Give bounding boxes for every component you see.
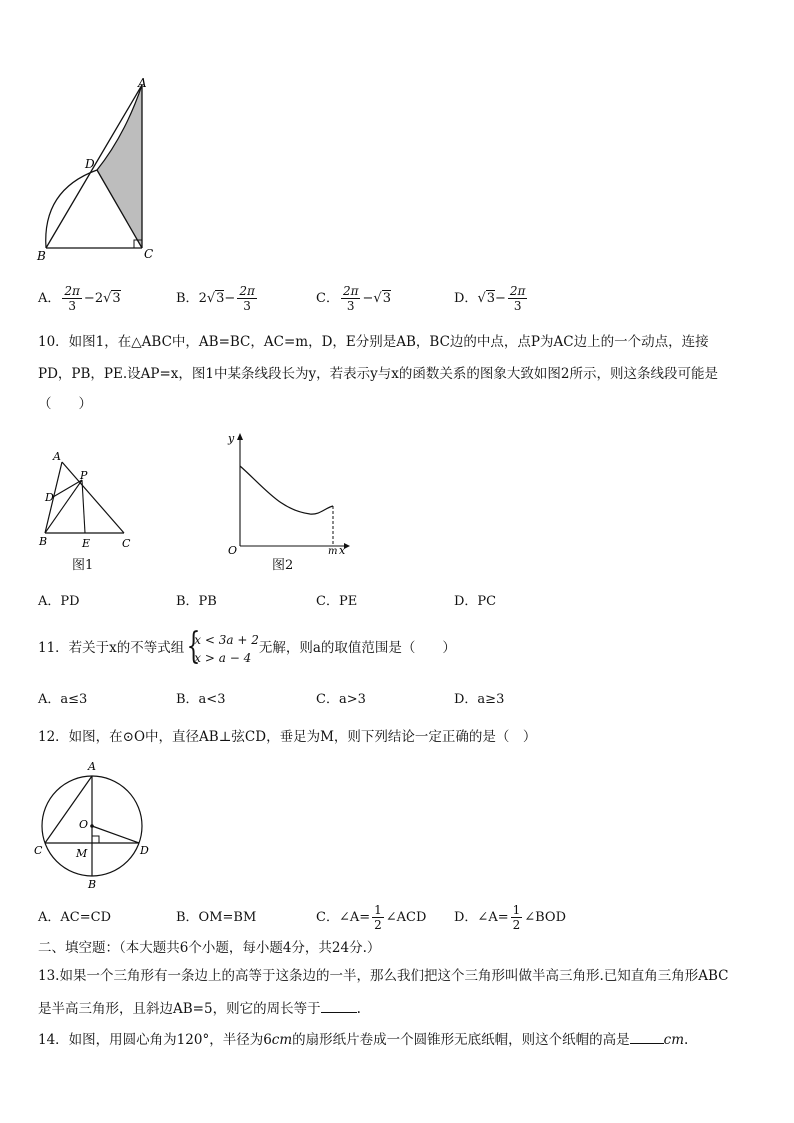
q10-fig1-label-a: A — [53, 450, 61, 463]
q12-label-a: A — [88, 760, 96, 773]
q9-option-d[interactable]: D．√3− $\frac{2\pi}{3}$ — [454, 284, 526, 313]
q10-option-b[interactable]: B．PB — [176, 594, 217, 609]
q10-figure-1 — [36, 446, 146, 556]
q12-text: 12．如图，在⊙O中，直径AB⊥弦CD，垂足为M，则下列结论一定正确的是（ ） — [38, 729, 537, 745]
q12-option-a[interactable]: A．AC=CD — [38, 910, 111, 925]
q11-text: 11．若关于x的不等式组 { x < 3a + 2 x > a − 4 无解，则a的取值范围是（ ） — [38, 628, 456, 668]
q13-text-line2: 是半高三角形，且斜边AB=5，则它的周长等于 . — [38, 998, 361, 1019]
q10-fig1-label-c: C — [122, 537, 131, 550]
q10-option-c[interactable]: C．PE — [316, 594, 358, 609]
q10-fig1-label-e: E — [82, 537, 91, 550]
q12-label-o: O — [79, 818, 89, 831]
q10-figure-2 — [220, 428, 360, 558]
q10-fig1-label-d: D — [45, 491, 54, 504]
section-2-title: 二、填空题：（本大题共6个小题，每小题4分，共24分.） — [38, 940, 381, 956]
q10-fig2-label-o: O — [228, 544, 238, 557]
q12-label-b: B — [88, 878, 97, 891]
q9-option-a[interactable]: A． $\frac{2\pi}{3}$ −2√3 — [38, 284, 121, 313]
q12-option-c[interactable]: C．∠A= $\frac{1}{2}$ ∠ACD — [316, 903, 427, 932]
q12-label-d: D — [140, 844, 149, 857]
q11-option-c[interactable]: C．a>3 — [316, 692, 366, 707]
q11-inequality-system: { x < 3a + 2 x > a − 4 — [184, 631, 259, 667]
q9-shaded-region — [97, 85, 142, 248]
q10-option-a[interactable]: A．PD — [38, 594, 80, 609]
q10-fig2-label-x: x — [339, 544, 346, 557]
q10-fig2-label-m: m — [328, 546, 338, 557]
q9-label-c: C — [144, 247, 154, 261]
q11-option-b[interactable]: B．a<3 — [176, 692, 226, 707]
q14-text: 14．如图，用圆心角为120°，半径为6cm的扇形纸片卷成一个圆锥形无底纸帽，则这个纸帽的高是 cm. — [38, 1029, 688, 1050]
q12-label-c: C — [34, 844, 43, 857]
q10-fig2-caption: 图2 — [272, 558, 294, 573]
q10-fig1-caption: 图1 — [72, 558, 94, 573]
q12-option-d[interactable]: D．∠A= $\frac{1}{2}$ ∠BOD — [454, 903, 567, 932]
q9-figure — [30, 75, 170, 265]
q13-answer-blank[interactable] — [321, 998, 357, 1013]
q10-option-d[interactable]: D．PC — [454, 594, 497, 609]
q10-text-line2: PD，PB，PE.设AP=x，图1中某条线段长为y，若表示y与x的函数关系的图象大致如图2所示，则这条线段可能是 — [38, 366, 718, 382]
q13-text-line1: 13.如果一个三角形有一条边上的高等于这条边的一半，那么我们把这个三角形叫做半高三角形.已知直角三角形ABC — [38, 968, 729, 984]
q10-text-line1: 10．如图1，在△ABC中，AB=BC，AC=m，D，E分别是AB，BC边的中点，点P为AC边上的一个动点，连接 — [38, 334, 709, 350]
q10-fig1-label-b: B — [39, 535, 48, 548]
q9-label-b: B — [37, 249, 46, 263]
q11-option-a[interactable]: A．a≤3 — [38, 692, 88, 707]
q12-label-m: M — [76, 847, 88, 860]
q12-option-b[interactable]: B．OM=BM — [176, 910, 257, 925]
q14-answer-blank[interactable] — [630, 1029, 664, 1044]
q9-label-a: A — [138, 76, 147, 90]
q10-fig1-label-p: P — [80, 469, 88, 482]
q9-option-b[interactable]: B．2√3− $\frac{2\pi}{3}$ — [176, 284, 255, 313]
q10-fig2-curve — [240, 466, 333, 514]
q10-fig2-label-y: y — [228, 432, 235, 445]
q9-option-c[interactable]: C． $\frac{2\pi}{3}$ −√3 — [316, 284, 391, 313]
q10-text-line3: （ ） — [38, 396, 92, 412]
q9-label-d: D — [85, 157, 95, 171]
q11-option-d[interactable]: D．a≥3 — [454, 692, 505, 707]
q12-figure — [32, 756, 160, 894]
